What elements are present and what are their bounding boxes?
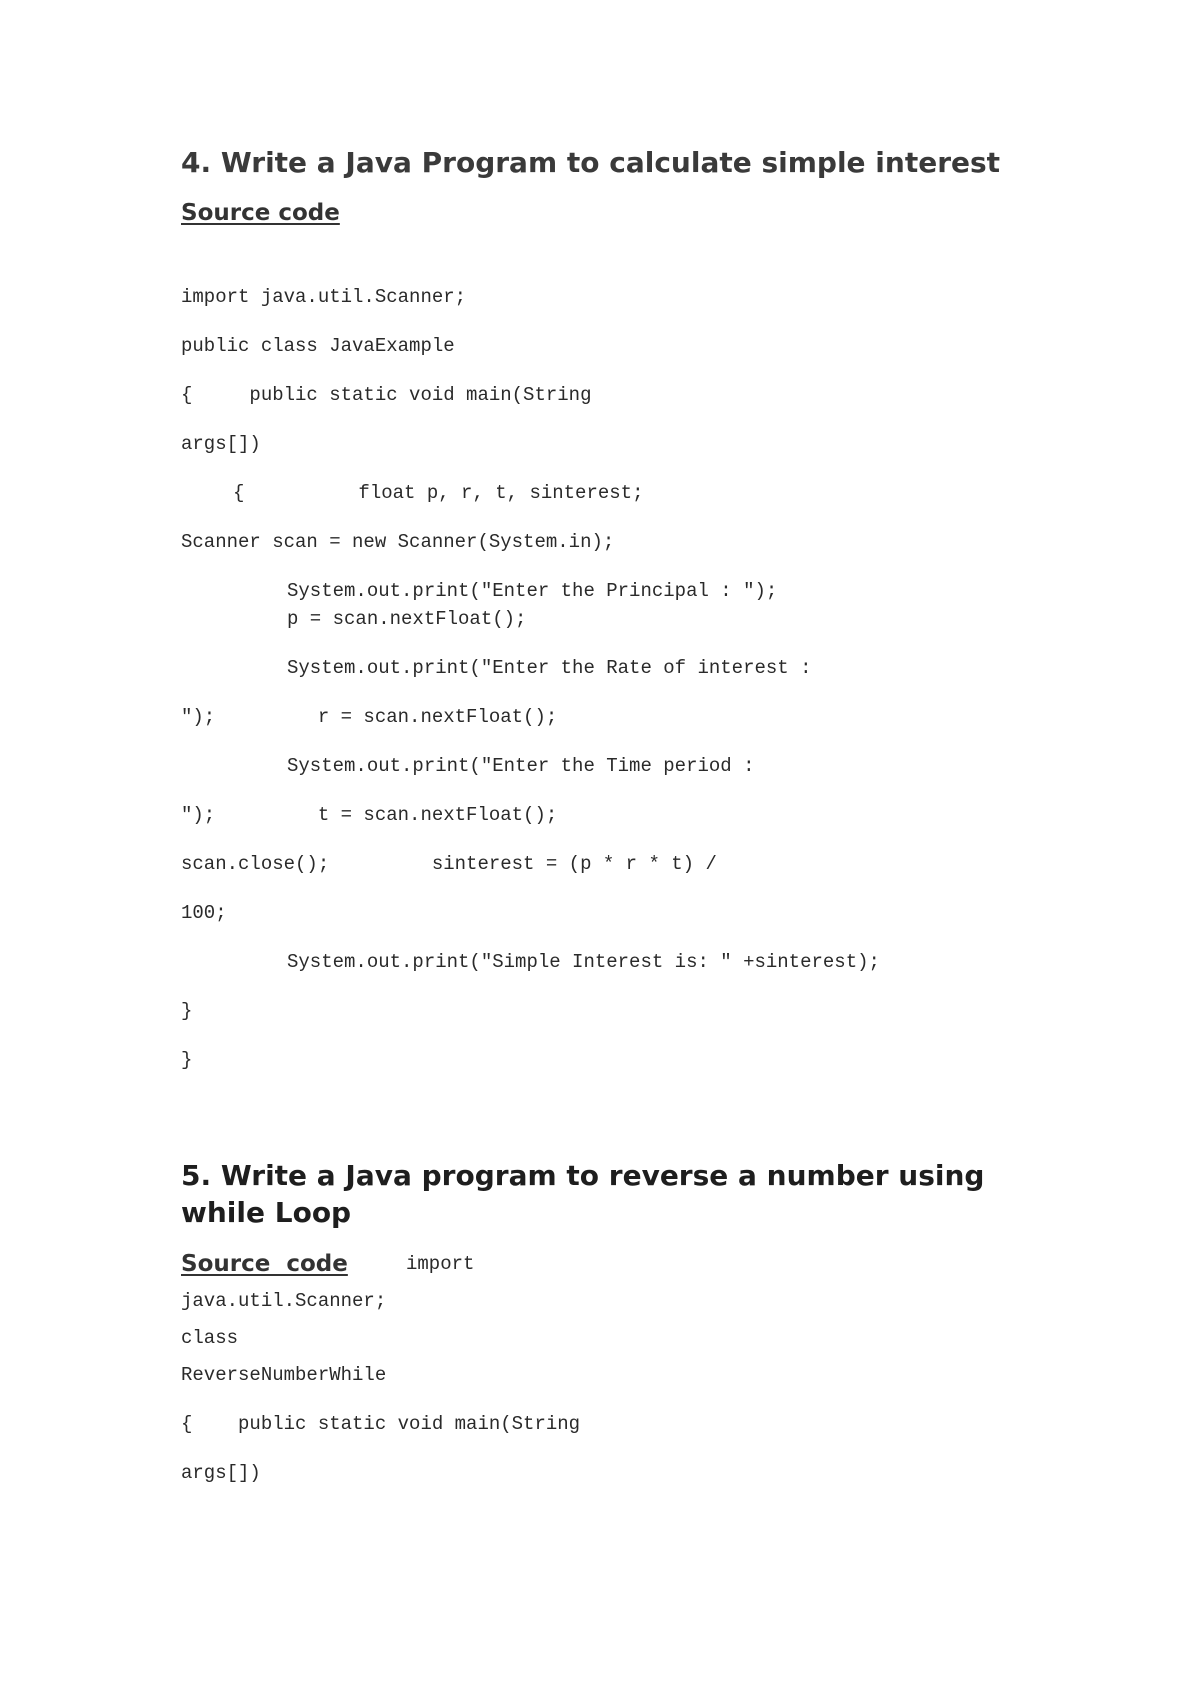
section-5-title-line-1: 5. Write a Java program to reverse a number using	[181, 1159, 985, 1192]
code-line: ReverseNumberWhile	[181, 1364, 387, 1386]
code-line: System.out.print("Enter the Rate of interest :	[287, 657, 812, 679]
section-4-title: 4. Write a Java Program to calculate simple interest	[181, 146, 1001, 179]
code-line: args[])	[181, 1462, 261, 1484]
section-4-source-label: Source code	[181, 200, 340, 226]
code-line: args[])	[181, 433, 261, 455]
code-line: java.util.Scanner;	[181, 1290, 387, 1312]
code-line: scan.close(); sinterest = (p * r * t) /	[181, 853, 717, 875]
code-line: }	[181, 1000, 193, 1022]
code-line: p = scan.nextFloat();	[287, 608, 527, 630]
code-line: System.out.print("Enter the Principal : ");	[287, 580, 778, 602]
code-line: class	[181, 1327, 239, 1349]
code-line: { float p, r, t, sinterest;	[233, 482, 644, 504]
code-line: import java.util.Scanner;	[181, 286, 467, 308]
code-line: "); r = scan.nextFloat();	[181, 706, 558, 728]
code-line: Scanner scan = new Scanner(System.in);	[181, 531, 615, 553]
code-line: 100;	[181, 902, 227, 924]
code-line: System.out.print("Enter the Time period :	[287, 755, 755, 777]
code-line: { public static void main(String	[181, 384, 592, 406]
section-5-source-label: Source code	[181, 1251, 348, 1277]
code-line: "); t = scan.nextFloat();	[181, 804, 558, 826]
code-line: import	[406, 1253, 475, 1275]
code-line: System.out.print("Simple Interest is: " +sinterest);	[287, 951, 880, 973]
code-line: { public static void main(String	[181, 1413, 581, 1435]
section-5-title-line-2: while Loop	[181, 1196, 352, 1229]
code-line: public class JavaExample	[181, 335, 455, 357]
code-line: }	[181, 1049, 193, 1071]
